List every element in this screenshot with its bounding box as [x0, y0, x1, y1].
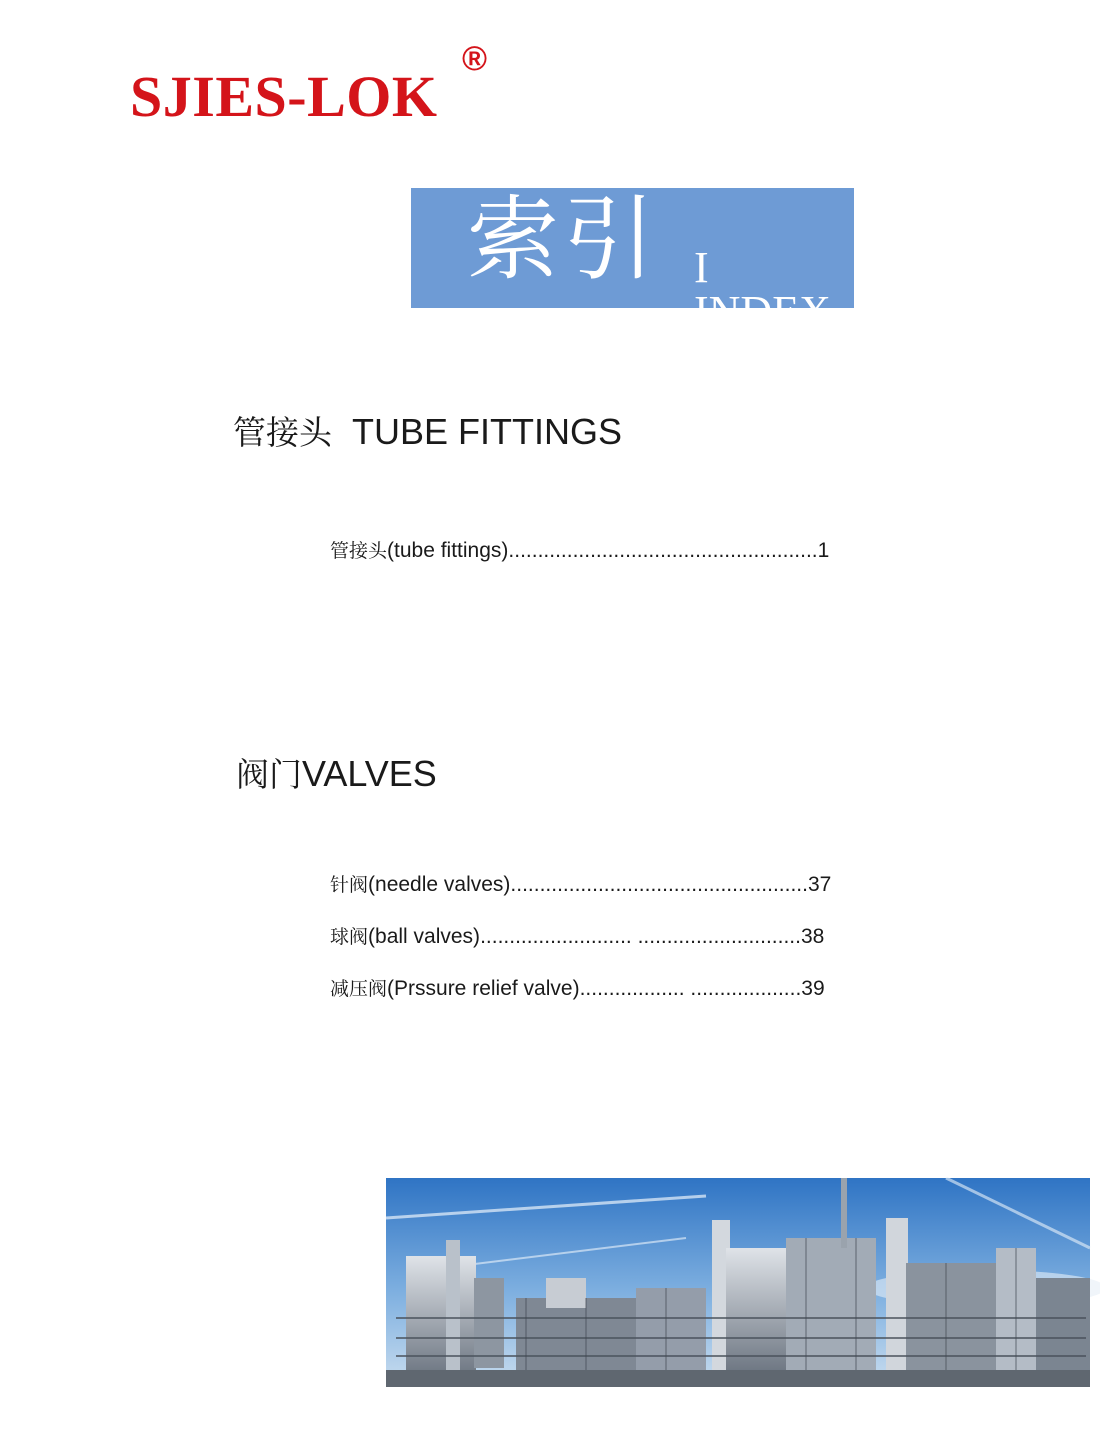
entry-page: 39 — [801, 977, 825, 1000]
section-title-cn: 阀门 — [236, 755, 302, 794]
entry-leader: ..................................................... — [508, 539, 818, 562]
entry-page: 37 — [807, 873, 832, 896]
entry-leader: .......................... ............................ — [480, 925, 801, 948]
entry-en: (tube fittings) — [387, 539, 509, 562]
index-entry-ball-valves[interactable] — [330, 926, 824, 947]
entry-cn: 管接头 — [330, 540, 388, 562]
entry-en: (ball valves) — [368, 925, 481, 948]
entry-cn: 减压阀 — [330, 978, 388, 1000]
brand-logo-text: SJIES-LOK — [130, 64, 438, 129]
section-title-valves — [236, 753, 437, 794]
industrial-plant-photo — [386, 1178, 1090, 1387]
banner-chinese-title: 索引 — [467, 186, 660, 293]
index-banner — [411, 186, 854, 336]
index-entry-tube-fittings[interactable] — [330, 540, 829, 561]
entry-leader: .................. ................... — [579, 977, 802, 1000]
entry-leader: ................................................... — [510, 873, 808, 896]
section-title-en: VALVES — [302, 753, 437, 794]
entry-cn: 球阀 — [330, 926, 369, 948]
entry-en: (needle valves) — [368, 873, 511, 896]
section-title-en: TUBE FITTINGS — [352, 411, 623, 452]
registered-mark: ® — [462, 40, 488, 78]
entry-page: 1 — [817, 539, 830, 562]
index-entry-needle-valves[interactable] — [330, 874, 831, 895]
entry-page: 38 — [800, 925, 825, 948]
entry-cn: 针阀 — [330, 874, 369, 896]
section-title-cn: 管接头 — [233, 413, 332, 452]
entry-en: (Prssure relief valve) — [387, 977, 580, 1000]
banner-english-title: I INDEX — [694, 243, 831, 336]
section-title-tube-fittings — [233, 411, 623, 452]
index-entry-pressure-relief-valve[interactable] — [330, 978, 825, 999]
